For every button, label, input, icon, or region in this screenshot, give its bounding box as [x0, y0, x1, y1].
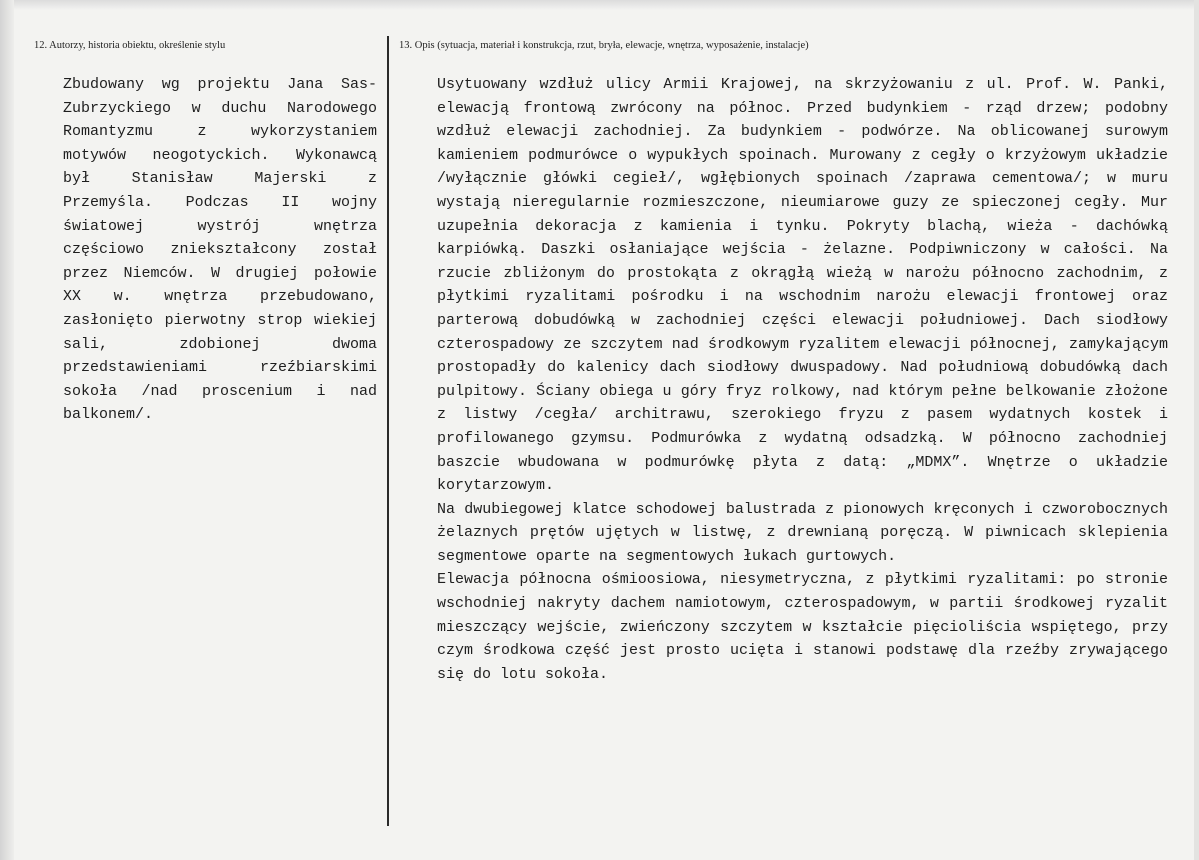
scan-edge-left — [0, 0, 14, 860]
history-text-column — [63, 73, 377, 427]
section-12-header: 12. Autorzy, historia obiektu, określenie stylu — [34, 40, 226, 51]
column-divider — [387, 36, 389, 826]
history-paragraph: Zbudowany wg projektu Jana Sas-Zubrzyckiego w duchu Narodowego Romantyzmu z wykorzystaniem motywów neogotyckich. Wykonawcą był Stanisław Majerski z Przemyśla. Podczas II wojny światowej wystrój wnętrza częściowo zniekształcony został przez Niemców. W drugiej połowie XX w. wnętrza przebudowano, zasłonięto pierwotny strop wiekiej sali, zdobionej dwoma przedstawieniami rzeźbiarskimi sokoła /nad proscenium i nad balkonem/. — [63, 76, 377, 424]
scan-edge-right — [1194, 0, 1199, 860]
description-paragraph-3: Elewacja północna ośmioosiowa, niesymetryczna, z płytkimi ryzalitami: po stronie wschodniej nakryty dachem namiotowym, czterospadowym, w partii środkowej ryzalit mieszczący wejście, zwieńczony szczytem w kształcie pięcioliścia wspiętego, przy czym środkowa część jest prosto ucięta i stanowi podstawę dla rzeźby zrywającego się do lotu sokoła. — [437, 571, 1168, 683]
description-paragraph-2: Na dwubiegowej klatce schodowej balustrada z pionowych kręconych i czworobocznych żelaznych prętów ujętych w listwę, z drewnianą poręczą. W piwnicach sklepienia segmentowe oparte na segmentowych łukach gurtowych. — [437, 500, 1168, 565]
description-text-column — [437, 73, 1168, 686]
section-13-header: 13. Opis (sytuacja, materiał i konstrukcja, rzut, bryła, elewacje, wnętrza, wyposażenie, instalacje) — [399, 40, 809, 51]
scan-edge-top — [0, 0, 1199, 10]
description-paragraph-1: Usytuowany wzdłuż ulicy Armii Krajowej, na skrzyżowaniu z ul. Prof. W. Panki, elewacją frontową zwrócony na północ. Przed budynkiem - rząd drzew; podobny wzdłuż elewacji zachodniej. Za budynkiem - podwórze. Na oblicowanej surowym kamieniem podmurówce o wypukłych spoinach. Murowany z cegły o krzyżowym układzie /wyłącznie główki cegieł/, wgłębionych spoinach /zaprawa cementowa/; w muru wystają nieregularnie rozmieszczone, nieumiarowe guzy ze spieczonej cegły. Mur uzupełnia dekoracja z kamienia i tynku. Pokryty blachą, wieża - dachówką karpiówką. Daszki osłaniające wejścia - żelazne. Podpiwniczony w całości. Na rzucie zbliżonym do prostokąta z okrągłą wieżą w narożu północno zachodnim, z płytkimi ryzalitami pośrodku i na wschodnim narożu elewacji frontowej oraz parterową dobudówką w zachodniej części elewacji południowej. Dach siodłowy czterospadowy ze szczytem nad środkowym ryzalitem elewacji północnej, zamykającym prostopadły do kalenicy dach siodłowy dwuspadowy. Nad południową dobudówką dach pulpitowy. Ściany obiega u góry fryz rolkowy, nad którym pełne belkowanie złożone z listwy /cegła/ architrawu, szerokiego fryzu z pasem wydatnych kostek i profilowanego gzymsu. Podmurówka z wydatną odsadzką. W północno zachodniej baszcie wbudowana w podmurówkę płyta z datą: „MDMX”. Wnętrze o układzie korytarzowym. — [437, 76, 1168, 495]
